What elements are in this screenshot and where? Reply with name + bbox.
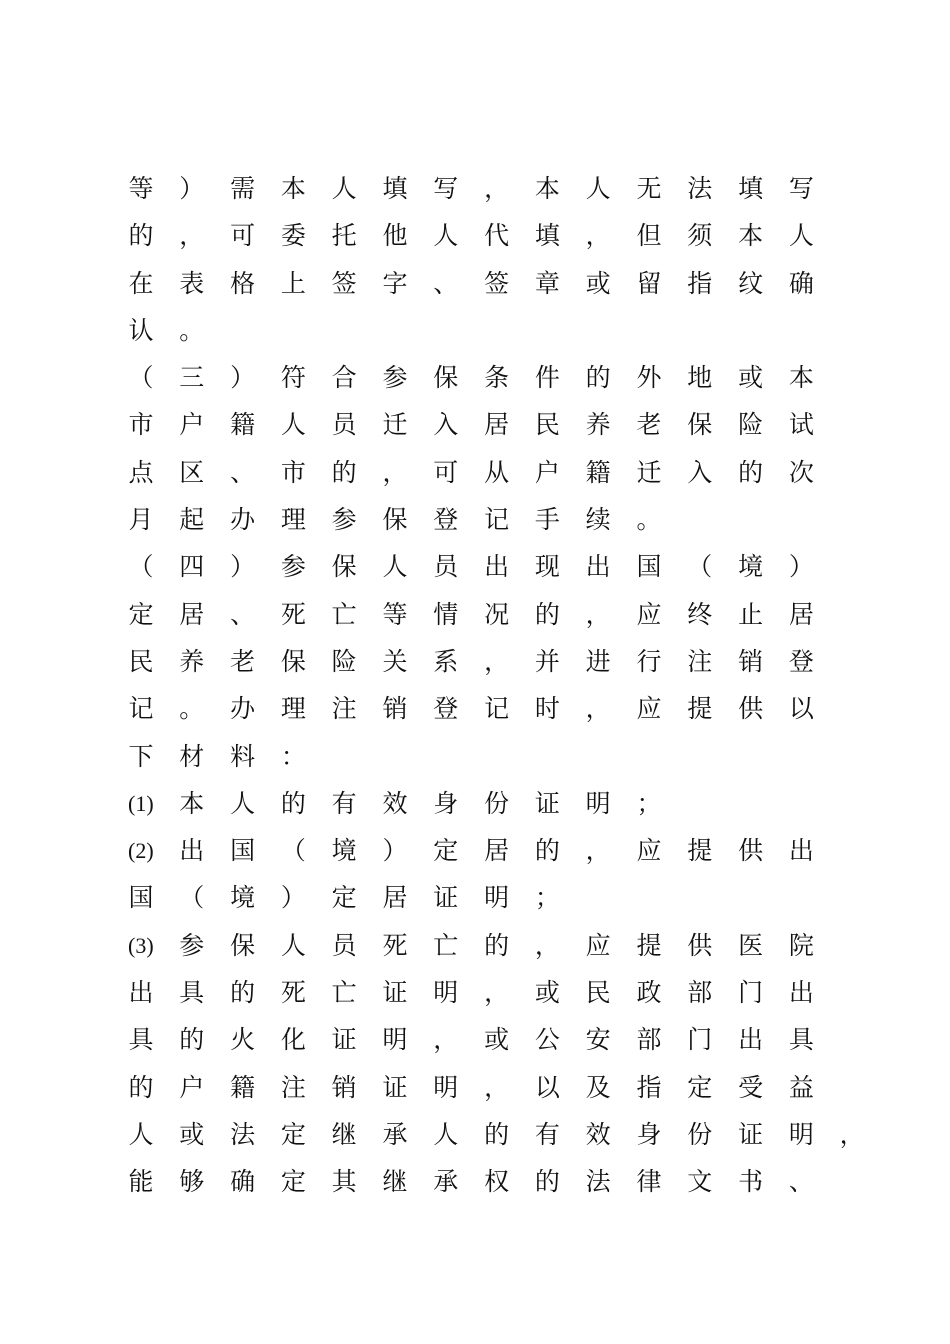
text-glyph: 保 [433, 363, 459, 393]
text-line [128, 592, 848, 639]
text-glyph: 或 [585, 268, 611, 298]
text-line [128, 450, 848, 497]
text-line [128, 1112, 865, 1159]
text-line [128, 544, 848, 591]
text-glyph: 留 [636, 268, 662, 298]
text-line [128, 213, 848, 260]
text-glyph: 迁 [636, 457, 662, 487]
text-glyph: 的 [585, 363, 611, 393]
text-glyph: 安 [585, 1025, 611, 1055]
text-glyph: 。 [179, 694, 205, 724]
text-glyph: 效 [585, 1119, 611, 1149]
text-glyph: 注 [331, 694, 357, 724]
text-glyph: 民 [585, 978, 611, 1008]
text-glyph: 应 [636, 599, 662, 629]
text-glyph: 有 [331, 788, 357, 818]
text-glyph: 继 [331, 1119, 357, 1149]
text-glyph: 登 [433, 505, 459, 535]
text-glyph: 本 [788, 363, 814, 393]
text-glyph: 三 [179, 363, 205, 393]
text-glyph: 门 [687, 1025, 713, 1055]
text-glyph: 参 [280, 552, 306, 582]
text-glyph: 次 [788, 457, 814, 487]
text-glyph: 的 [230, 978, 256, 1008]
text-glyph: 户 [534, 457, 560, 487]
text-glyph: 国 [128, 883, 154, 913]
text-glyph: 注 [280, 1072, 306, 1102]
text-glyph: 国 [636, 552, 662, 582]
text-glyph: 国 [230, 836, 256, 866]
text-glyph: 须 [687, 221, 713, 251]
text-glyph: 提 [687, 694, 713, 724]
text-glyph: （ [128, 363, 154, 393]
text-glyph: ， [585, 694, 611, 724]
text-glyph: 合 [331, 363, 357, 393]
text-line [128, 261, 848, 308]
text-glyph: 死 [280, 978, 306, 1008]
text-glyph: 保 [687, 410, 713, 440]
text-glyph: 律 [636, 1167, 662, 1197]
text-glyph: （ [280, 836, 306, 866]
text-glyph: 人 [230, 788, 256, 818]
text-glyph: 托 [331, 221, 357, 251]
text-glyph: 时 [534, 694, 560, 724]
text-glyph: 材 [179, 741, 205, 771]
text-glyph: 系 [433, 646, 459, 676]
text-glyph: 指 [687, 268, 713, 298]
text-line [128, 828, 848, 875]
text-glyph: 终 [687, 599, 713, 629]
text-line [128, 639, 848, 686]
text-glyph: ， [585, 599, 611, 629]
text-glyph: 明 [484, 883, 510, 913]
text-glyph: 情 [433, 599, 459, 629]
text-glyph: 行 [636, 646, 662, 676]
text-glyph: 登 [433, 694, 459, 724]
text-glyph: 出 [585, 552, 611, 582]
text-glyph: 但 [636, 221, 662, 251]
text-glyph: 民 [128, 646, 154, 676]
text-glyph: 纹 [738, 268, 764, 298]
text-glyph: 在 [128, 268, 154, 298]
text-glyph: 老 [636, 410, 662, 440]
text-glyph: 关 [382, 646, 408, 676]
text-glyph: 其 [331, 1167, 357, 1197]
text-glyph: 他 [382, 221, 408, 251]
text-glyph: 人 [585, 174, 611, 203]
text-line [128, 402, 848, 449]
text-glyph: 或 [179, 1119, 205, 1149]
text-glyph: 况 [484, 599, 510, 629]
text-line [128, 923, 848, 970]
text-glyph: (1) [128, 790, 154, 816]
text-glyph: 具 [128, 1025, 154, 1055]
text-glyph: 保 [230, 930, 256, 960]
text-glyph: 办 [230, 694, 256, 724]
text-glyph: （ [128, 552, 154, 582]
text-glyph: 出 [738, 1025, 764, 1055]
text-glyph: 本 [280, 174, 306, 203]
text-glyph: 法 [687, 174, 713, 203]
text-glyph: 记 [484, 505, 510, 535]
text-glyph: 外 [636, 363, 662, 393]
text-glyph: 参 [179, 930, 205, 960]
text-glyph: 居 [788, 599, 814, 629]
text-glyph: 参 [331, 505, 357, 535]
text-glyph: 从 [484, 457, 510, 487]
text-glyph: 养 [585, 410, 611, 440]
text-glyph: 供 [738, 836, 764, 866]
text-glyph: 人 [433, 221, 459, 251]
text-glyph: ； [636, 788, 662, 818]
text-glyph: ， [382, 457, 408, 487]
text-glyph: 市 [128, 410, 154, 440]
text-glyph: 、 [433, 268, 459, 298]
text-glyph: 入 [687, 457, 713, 487]
text-glyph: 籍 [230, 410, 256, 440]
text-glyph: 居 [484, 836, 510, 866]
text-glyph: 人 [128, 1119, 154, 1149]
text-glyph: 理 [280, 505, 306, 535]
text-glyph: 明 [382, 1025, 408, 1055]
text-glyph: 表 [179, 268, 205, 298]
text-glyph: 提 [687, 836, 713, 866]
text-glyph: 院 [788, 930, 814, 960]
text-glyph: 销 [738, 646, 764, 676]
text-glyph: 人 [280, 930, 306, 960]
text-glyph: 出 [484, 552, 510, 582]
text-glyph: 权 [484, 1167, 510, 1197]
text-glyph: 员 [331, 930, 357, 960]
text-glyph: 亡 [433, 930, 459, 960]
text-glyph: 份 [687, 1119, 713, 1149]
text-glyph: 出 [128, 978, 154, 1008]
text-line [128, 355, 848, 402]
text-glyph: 写 [788, 174, 814, 203]
text-glyph: 身 [636, 1119, 662, 1149]
text-glyph: 有 [534, 1119, 560, 1149]
text-glyph: 理 [280, 694, 306, 724]
text-glyph: 等 [128, 174, 154, 203]
text-glyph: 起 [179, 505, 205, 535]
text-glyph: 老 [230, 646, 256, 676]
text-glyph: 亡 [331, 599, 357, 629]
text-glyph: ） [382, 836, 408, 866]
text-glyph: 、 [230, 457, 256, 487]
text-glyph: 字 [382, 268, 408, 298]
text-glyph: ） [280, 883, 306, 913]
text-glyph: 试 [788, 410, 814, 440]
text-glyph: 民 [534, 410, 560, 440]
text-glyph: 人 [280, 410, 306, 440]
text-glyph: 符 [280, 363, 306, 393]
text-glyph: （ [687, 552, 713, 582]
text-glyph: 应 [585, 930, 611, 960]
text-glyph: 证 [433, 883, 459, 913]
text-glyph: 定 [433, 836, 459, 866]
text-glyph: 登 [788, 646, 814, 676]
text-glyph: 境 [230, 883, 256, 913]
text-glyph: ， [534, 930, 560, 960]
text-glyph: 出 [788, 836, 814, 866]
text-glyph: 定 [280, 1167, 306, 1197]
text-glyph: ） [788, 552, 814, 582]
text-glyph: 或 [484, 1025, 510, 1055]
text-glyph: 居 [179, 599, 205, 629]
text-glyph: 记 [484, 694, 510, 724]
text-glyph: 四 [179, 552, 205, 582]
text-glyph: 法 [585, 1167, 611, 1197]
text-glyph: 。 [179, 315, 205, 345]
text-line [128, 1017, 848, 1064]
text-glyph: 的 [534, 599, 560, 629]
text-glyph: 户 [179, 410, 205, 440]
text-glyph: 籍 [230, 1072, 256, 1102]
text-line [128, 875, 848, 922]
text-glyph: 证 [382, 978, 408, 1008]
text-glyph: 医 [738, 930, 764, 960]
text-glyph: ） [179, 174, 205, 203]
text-glyph: 、 [230, 599, 256, 629]
text-glyph: 填 [382, 174, 408, 203]
text-glyph: 迁 [382, 410, 408, 440]
text-glyph: 承 [433, 1167, 459, 1197]
text-glyph: 点 [128, 457, 154, 487]
text-glyph: 供 [738, 694, 764, 724]
text-glyph: 填 [738, 174, 764, 203]
text-glyph: 的 [280, 788, 306, 818]
text-glyph: 员 [433, 552, 459, 582]
text-glyph: 的 [484, 1119, 510, 1149]
text-glyph: 保 [331, 552, 357, 582]
text-glyph: 证 [738, 1119, 764, 1149]
text-glyph: 明 [788, 1119, 814, 1149]
text-glyph: 或 [534, 978, 560, 1008]
text-glyph: 明 [433, 978, 459, 1008]
text-glyph: 应 [636, 694, 662, 724]
text-glyph: 件 [534, 363, 560, 393]
text-glyph: 份 [484, 788, 510, 818]
text-glyph: 亡 [331, 978, 357, 1008]
text-glyph: ） [230, 363, 256, 393]
text-glyph: 保 [382, 505, 408, 535]
text-glyph: 继 [382, 1167, 408, 1197]
text-glyph: 效 [382, 788, 408, 818]
text-glyph: 现 [534, 552, 560, 582]
text-line [128, 166, 848, 213]
text-glyph: ， [484, 174, 510, 203]
text-glyph: 的 [128, 221, 154, 251]
text-glyph: 保 [280, 646, 306, 676]
text-glyph: 本 [179, 788, 205, 818]
text-glyph: 等 [382, 599, 408, 629]
text-line [128, 686, 848, 733]
text-glyph: 具 [788, 1025, 814, 1055]
text-glyph: 入 [433, 410, 459, 440]
text-glyph: 书 [738, 1167, 764, 1197]
text-glyph: 死 [280, 599, 306, 629]
text-glyph: 章 [534, 268, 560, 298]
text-glyph: ， [433, 1025, 459, 1055]
text-glyph: 益 [788, 1072, 814, 1102]
text-glyph: 指 [636, 1072, 662, 1102]
text-glyph: 养 [179, 646, 205, 676]
text-glyph: 并 [534, 646, 560, 676]
text-line [128, 1065, 848, 1112]
text-glyph: (2) [128, 838, 154, 864]
text-glyph: 籍 [585, 457, 611, 487]
text-glyph: 的 [534, 1167, 560, 1197]
text-glyph: 政 [636, 978, 662, 1008]
text-glyph: 。 [636, 505, 662, 535]
text-glyph: 承 [382, 1119, 408, 1149]
text-glyph: 无 [636, 174, 662, 203]
text-glyph: 条 [484, 363, 510, 393]
text-glyph: 部 [636, 1025, 662, 1055]
text-glyph: （ [179, 883, 205, 913]
text-glyph: 员 [331, 410, 357, 440]
text-glyph: 应 [636, 836, 662, 866]
text-glyph: 地 [687, 363, 713, 393]
text-glyph: 境 [738, 552, 764, 582]
text-glyph: 证 [534, 788, 560, 818]
text-glyph: 上 [280, 268, 306, 298]
text-glyph: 火 [230, 1025, 256, 1055]
text-glyph: ） [230, 552, 256, 582]
text-glyph: ： [280, 741, 306, 771]
text-glyph: ， [484, 978, 510, 1008]
text-glyph: 出 [788, 978, 814, 1008]
text-glyph: 的 [534, 836, 560, 866]
text-line [128, 970, 848, 1017]
text-glyph: 文 [687, 1167, 713, 1197]
text-line [128, 1159, 848, 1206]
text-glyph: 写 [433, 174, 459, 203]
text-glyph: 记 [128, 694, 154, 724]
text-glyph: 料 [230, 741, 256, 771]
text-glyph: 部 [687, 978, 713, 1008]
text-glyph: ， [585, 836, 611, 866]
text-glyph: 居 [382, 883, 408, 913]
text-glyph: 下 [128, 741, 154, 771]
text-glyph: 续 [585, 505, 611, 535]
text-glyph: 参 [382, 363, 408, 393]
text-glyph: 具 [179, 978, 205, 1008]
text-glyph: 供 [687, 930, 713, 960]
text-glyph: 的 [484, 930, 510, 960]
text-glyph: 办 [230, 505, 256, 535]
text-glyph: 月 [128, 505, 154, 535]
text-glyph: 险 [331, 646, 357, 676]
text-glyph: 境 [331, 836, 357, 866]
text-glyph: 确 [230, 1167, 256, 1197]
text-glyph: 签 [331, 268, 357, 298]
text-glyph: 代 [484, 221, 510, 251]
text-glyph: 死 [382, 930, 408, 960]
text-glyph: ， [585, 221, 611, 251]
body-text [128, 166, 865, 1207]
text-glyph: 以 [788, 694, 814, 724]
text-line [128, 308, 848, 355]
text-glyph: 险 [738, 410, 764, 440]
text-line [128, 497, 848, 544]
text-glyph: 注 [687, 646, 713, 676]
text-glyph: 够 [179, 1167, 205, 1197]
text-glyph: 委 [280, 221, 306, 251]
text-glyph: 可 [433, 457, 459, 487]
text-glyph: 可 [230, 221, 256, 251]
text-glyph: 市 [280, 457, 306, 487]
text-glyph: 填 [534, 221, 560, 251]
text-glyph: 及 [585, 1072, 611, 1102]
text-glyph: 化 [280, 1025, 306, 1055]
text-line [128, 734, 848, 781]
text-glyph: 户 [179, 1072, 205, 1102]
text-glyph: 提 [636, 930, 662, 960]
text-glyph: 定 [128, 599, 154, 629]
text-glyph: (3) [128, 932, 154, 958]
text-glyph: 受 [738, 1072, 764, 1102]
text-glyph: 确 [788, 268, 814, 298]
text-glyph: ， [839, 1119, 865, 1149]
text-glyph: ， [179, 221, 205, 251]
text-glyph: 销 [382, 694, 408, 724]
text-glyph: 明 [585, 788, 611, 818]
text-glyph: 人 [788, 221, 814, 251]
text-glyph: ， [484, 646, 510, 676]
text-glyph: 明 [433, 1072, 459, 1102]
text-glyph: 格 [230, 268, 256, 298]
text-glyph: 的 [179, 1025, 205, 1055]
text-glyph: 的 [128, 1072, 154, 1102]
text-glyph: 本 [738, 221, 764, 251]
text-glyph: ， [484, 1072, 510, 1102]
text-line [128, 781, 848, 828]
text-glyph: 或 [738, 363, 764, 393]
text-glyph: 人 [382, 552, 408, 582]
text-glyph: 证 [331, 1025, 357, 1055]
text-glyph: 人 [331, 174, 357, 203]
text-glyph: 门 [738, 978, 764, 1008]
text-glyph: 定 [687, 1072, 713, 1102]
text-glyph: 止 [738, 599, 764, 629]
text-glyph: 本 [534, 174, 560, 203]
text-glyph: 以 [534, 1072, 560, 1102]
text-glyph: 认 [128, 315, 154, 345]
text-glyph: 居 [484, 410, 510, 440]
text-glyph: 、 [788, 1167, 814, 1197]
text-glyph: 定 [331, 883, 357, 913]
text-glyph: 定 [280, 1119, 306, 1149]
text-glyph: 出 [179, 836, 205, 866]
text-glyph: 法 [230, 1119, 256, 1149]
text-glyph: 公 [534, 1025, 560, 1055]
text-glyph: 需 [230, 174, 256, 203]
text-glyph: 人 [433, 1119, 459, 1149]
text-glyph: ； [534, 883, 560, 913]
text-glyph: 能 [128, 1167, 154, 1197]
text-glyph: 身 [433, 788, 459, 818]
text-glyph: 区 [179, 457, 205, 487]
text-glyph: 的 [738, 457, 764, 487]
text-glyph: 证 [382, 1072, 408, 1102]
text-glyph: 的 [331, 457, 357, 487]
text-glyph: 手 [534, 505, 560, 535]
text-glyph: 签 [484, 268, 510, 298]
text-glyph: 销 [331, 1072, 357, 1102]
text-glyph: 进 [585, 646, 611, 676]
